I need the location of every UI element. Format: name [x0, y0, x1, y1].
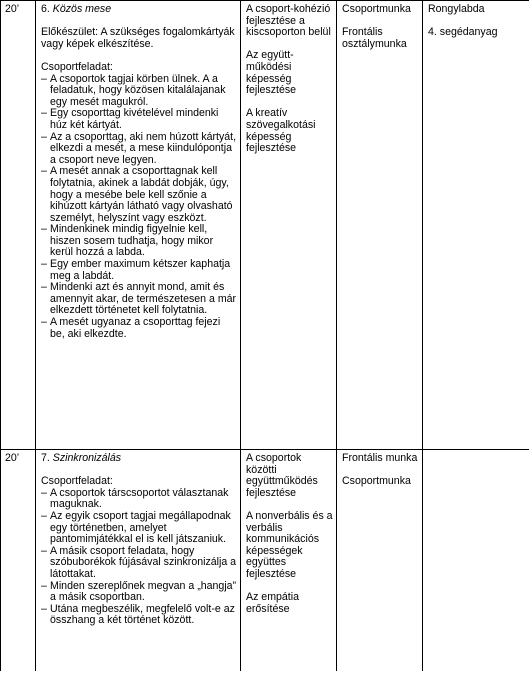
task-list — [41, 488, 237, 627]
list-item: – A másik csoport feladata, hogy szóbuborékok fújásával szinkronizálja a látottakat. — [41, 546, 237, 581]
tool-text: Rongylabda — [428, 3, 485, 15]
goals-cell — [241, 450, 337, 672]
activity-number: 6. — [41, 3, 50, 15]
tools-cell — [423, 450, 529, 672]
goal-text: Az együtt-működési képesség fejlesztése — [246, 49, 297, 97]
task-heading: Csoportfeladat: — [41, 475, 113, 488]
list-item: – Egy csoporttag kivételével mindenki húz két kártyát. — [41, 108, 237, 131]
task-list — [41, 74, 237, 341]
method-text: Csoportmunka — [342, 475, 411, 488]
tool-text: 4. segédanyag — [428, 26, 498, 39]
list-item: – A csoportok tagjai körben ülnek. A a feladatuk, hogy közösen kitalálajanak egy mesét magukról. — [41, 74, 237, 109]
list-item: – Az egyik csoport tagjai megállapodnak egy történetben, amelyet pantomimjátékkal el is kell játszaniuk. — [41, 511, 237, 546]
list-item: – Az a csoporttag, aki nem húzott kártyát, elkezdi a mesét, a mese kiindulópontja a csoport neve legyen. — [41, 132, 237, 167]
list-item: – A csoportok társcsoportot választanak maguknak. — [41, 488, 237, 511]
list-item: – A mesét annak a csoporttagnak kell folytatnia, akinek a labdát dobják, úgy, hogy a mesébe bele kell szőnie a kihúzott kártyán látható vagy olvasható személyt, helyszínt vagy eszközt. — [41, 166, 237, 224]
goal-text: A nonverbális és a verbális kommunikációs képességek együttes fejlesztése — [246, 509, 333, 580]
list-item: – Minden szereplőnek megvan a „hangja” a másik csoportban. — [41, 581, 237, 604]
list-item: – Egy ember maximum kétszer kaphatja meg a labdát. — [41, 259, 237, 282]
list-item: – Utána megbeszélik, megfelelő volt-e az összhang a két történet között. — [41, 604, 237, 627]
activity-number: 7. — [41, 452, 50, 464]
time-cell: 20’ — [1, 450, 36, 672]
table-row — [1, 450, 529, 672]
method-text: Frontális osztálymunka — [342, 26, 407, 50]
method-text: Frontális munka — [342, 452, 418, 464]
activity-title — [41, 4, 237, 16]
methods-cell — [337, 1, 423, 450]
table-row — [1, 1, 529, 450]
task-heading: Csoportfeladat: — [41, 60, 113, 73]
list-item: – Mindenki azt és annyit mond, amit és amennyit akar, de természetesen a már elkezdett történetet kell folytatnia. — [41, 282, 237, 317]
prerequisite-text: Előkészület: A szükséges fogalomkártyák vagy képek elkészítése. — [41, 26, 235, 50]
list-item: – Mindenkinek mindig figyelnie kell, hiszen sosem tudhatja, hogy mikor kerül hozzá a labda. — [41, 224, 237, 259]
goal-text: A csoport-kohézió fejlesztése a kiscsoporton belül — [246, 3, 331, 39]
goal-text: A kreatív szövegalkotási képesség fejlesztése — [246, 107, 316, 155]
activity-title — [41, 453, 237, 465]
goals-cell — [241, 1, 337, 450]
activity-cell — [36, 1, 241, 450]
activity-cell — [36, 450, 241, 672]
goal-text: Az empátia erősítése — [246, 591, 299, 615]
goal-text: A csoportok közötti együttműködés fejlesztése — [246, 452, 318, 499]
method-text: Csoportmunka — [342, 3, 411, 15]
list-item: – A mesét ugyanaz a csoporttag fejezi be, aki elkezdte. — [41, 317, 237, 340]
activity-name: Szinkronizálás — [52, 452, 122, 464]
tools-cell — [423, 1, 529, 450]
time-cell: 20’ — [1, 1, 36, 450]
activity-name: Közös mese — [52, 3, 112, 15]
methods-cell — [337, 450, 423, 672]
